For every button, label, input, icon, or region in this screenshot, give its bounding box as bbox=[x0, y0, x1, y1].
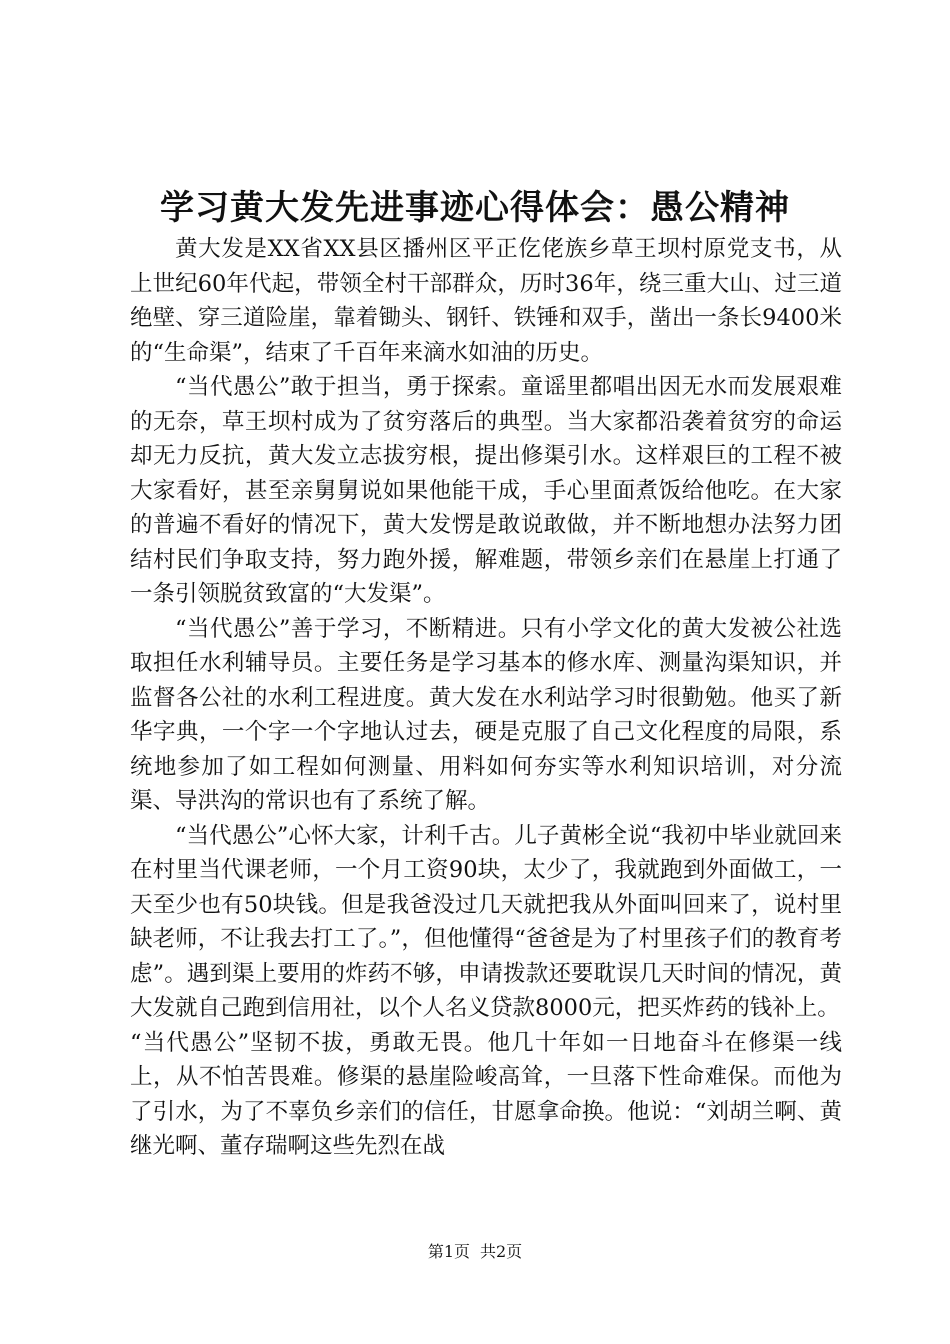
document-title: 学习黄大发先进事迹心得体会：愚公精神 bbox=[160, 188, 790, 228]
paragraph-perseverance: “当代愚公”坚韧不拔，勇敢无畏。他几十年如一日地奋斗在修渠一线上，从不怕苦畏难。修渠的悬崖险峻高耸，一旦落下性命难保。而他为了引水，为了不辜负乡亲们的信任，甘愿拿命换。他说：“刘胡兰啊、黄继光啊、董存瑞啊这些先烈在战 bbox=[130, 1029, 842, 1159]
paragraph-learning: “当代愚公”善于学习，不断精进。只有小学文化的黄大发被公社选取担任水利辅导员。主要任务是学习基本的修水库、测量沟渠知识，并监督各公社的水利工程进度。黄大发在水利站学习时很勤勉。他买了新华字典，一个字一个字地认过去，硬是克服了自己文化程度的局限，系统地参加了如工程如何测量、用料如何夯实等水利知识培训，对分流渠、导洪沟的常识也有了系统了解。 bbox=[130, 615, 842, 814]
paragraph-intro: 黄大发是XX省XX县区播州区平正仡佬族乡草王坝村原党支书，从上世纪60年代起，带领全村干部群众，历时36年，绕三重大山、过三道绝壁、穿三道险崖，靠着锄头、钢钎、铁锤和双手，凿出一条长9400米的“生命渠”，结束了千百年来滴水如油的历史。 bbox=[130, 236, 842, 366]
page-total: 共2页 bbox=[480, 1242, 523, 1261]
paragraph-courage: “当代愚公”敢于担当，勇于探索。童谣里都唱出因无水而发展艰难的无奈，草王坝村成为了贫穷落后的典型。当大家都沿袭着贫穷的命运却无力反抗，黄大发立志拔穷根，提出修渠引水。这样艰巨的工程不被大家看好，甚至亲舅舅说如果他能干成，手心里面煮饭给他吃。在大家的普遍不看好的情况下，黄大发愣是敢说敢做，并不断地想办法努力团结村民们争取支持，努力跑外援，解难题，带领乡亲们在悬崖上打通了一条引领脱贫致富的“大发渠”。 bbox=[130, 374, 842, 607]
paragraph-dedication: “当代愚公”心怀大家，计利千古。儿子黄彬全说“我初中毕业就回来在村里当代课老师，一个月工资90块，太少了，我就跑到外面做工，一天至少也有50块钱。但是我爸没过几天就把我从外面叫回来了，说村里缺老师，不让我去打工了。”，但他懂得“爸爸是为了村里孩子们的教育考虑”。遇到渠上要用的炸药不够，申请拨款还要耽误几天时间的情况，黄大发就自己跑到信用社，以个人名义贷款8000元，把买炸药的钱补上。 bbox=[130, 822, 842, 1021]
document-body bbox=[130, 232, 842, 1164]
page-footer bbox=[0, 1240, 950, 1264]
page-number: 第1页 bbox=[427, 1242, 470, 1261]
